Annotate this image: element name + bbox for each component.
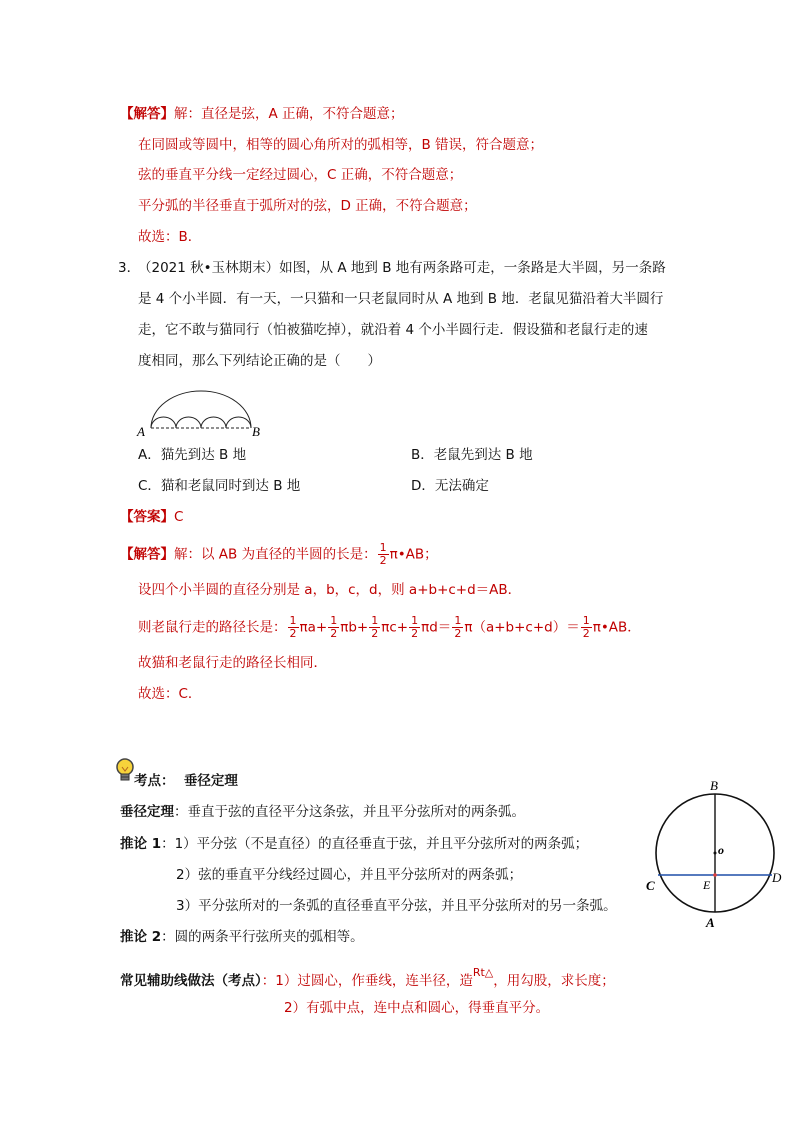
label-a: A — [706, 915, 715, 930]
q3-stem-3: 走，它不敢与猫同行（怕被猫吃掉），就沿着 4 个小半圆行走．假设猫和老鼠行走的速 — [138, 322, 648, 338]
fraction-half: $\frac{1}{2}$ — [330, 614, 338, 640]
fraction-half: $\frac{1}{2}$ — [379, 541, 387, 567]
fraction-half: $\frac{1}{2}$ — [411, 614, 419, 640]
q2-line-2: 在同圆或等圆中，相等的圆心角所对的弧相等，B 错误，符合题意； — [138, 137, 544, 153]
option-d: D．无法确定 — [411, 478, 489, 494]
label-c: C — [646, 878, 655, 893]
label-e: E — [703, 878, 711, 892]
aux-line-2: 2）有弧中点，连中点和圆心，得垂直平分。 — [284, 1000, 550, 1016]
small-semicircle-2 — [176, 417, 201, 428]
corollary-1-line-1: 推论 1：1）平分弦（不是直径）的直径垂直于弦，并且平分弦所对的两条弧； — [120, 836, 589, 852]
label-o: o — [718, 843, 724, 857]
key-point-heading: 考点： 垂径定理 — [134, 773, 238, 789]
q3-answer: 【答案】C — [120, 509, 184, 525]
small-semicircle-1 — [151, 417, 176, 428]
theorem-line: 垂径定理：垂直于弦的直径平分这条弦，并且平分弦所对的两条弧。 — [120, 804, 525, 820]
q2-line-4: 平分弧的半径垂直于弧所对的弦，D 正确，不符合题意； — [138, 198, 477, 214]
point-e — [713, 873, 717, 877]
corollary-1-line-2: 2）弦的垂直平分线经过圆心，并且平分弦所对的两条弧； — [176, 867, 523, 883]
circle-diagram — [640, 775, 790, 935]
q3-stem-1: （2021 秋•玉林期末）如图，从 A 地到 B 地有两条路可走，一条路是大半圆，另一条路 — [138, 260, 666, 276]
fraction-half: $\frac{1}{2}$ — [371, 614, 379, 640]
large-semicircle — [151, 391, 251, 428]
q3-solution-5: 故选：C． — [138, 686, 202, 702]
label-d: D — [772, 870, 782, 885]
lightbulb-icon — [114, 756, 136, 786]
option-a: A．猫先到达 B 地 — [138, 447, 247, 463]
center-point — [714, 852, 717, 855]
q3-solution-1: 【解答】解：以 AB 为直径的半圆的长是： $\frac{1}{2}$ π•AB； — [120, 541, 438, 567]
q3-solution-4: 故猫和老鼠行走的路径长相同． — [138, 655, 327, 671]
q3-solution-2: 设四个小半圆的直径分别是 a，b，c，d，则 a+b+c+d＝AB． — [138, 582, 522, 598]
small-semicircle-4 — [226, 417, 251, 428]
fraction-half: $\frac{1}{2}$ — [454, 614, 462, 640]
small-semicircle-3 — [201, 417, 226, 428]
q3-solution-3: 则老鼠行走的路径长是： $\frac{1}{2}$ πa+ $\frac{1}{2}$ πb+ $\frac{1}{2}$ πc+ $\frac{1}{2}$ πd＝ $\frac{1}{2}$ π（a+b+c+d）＝ $\frac{1}{2}$ π•AB． — [138, 614, 641, 640]
option-c: C．猫和老鼠同时到达 B 地 — [138, 478, 301, 494]
fraction-half: $\frac{1}{2}$ — [289, 614, 297, 640]
semicircle-figure — [134, 380, 268, 440]
q3-stem-2: 是 4 个小半圆．有一天，一只猫和一只老鼠同时从 A 地到 B 地．老鼠见猫沿着大半圆行 — [138, 291, 664, 307]
label-b: B — [710, 778, 718, 793]
corollary-1-line-3: 3）平分弦所对的一条弧的直径垂直平分弦，并且平分弦所对的另一条弧。 — [176, 898, 617, 914]
fraction-half: $\frac{1}{2}$ — [582, 614, 590, 640]
point-a-label: A — [137, 424, 145, 439]
q3-stem-4: 度相同，那么下列结论正确的是（ ） — [138, 353, 381, 369]
point-b-label: B — [252, 424, 260, 439]
aux-line-1: 常见辅助线做法（考点）：1）过圆心，作垂线，连半径，造$^{Rt\triangle}$，用勾股，求长度； — [120, 966, 615, 989]
q2-line-3: 弦的垂直平分线一定经过圆心，C 正确，不符合题意； — [138, 167, 463, 183]
option-b: B．老鼠先到达 B 地 — [411, 447, 533, 463]
q3-number: 3． — [118, 260, 141, 276]
corollary-2-line: 推论 2：圆的两条平行弦所夹的弧相等。 — [120, 929, 364, 945]
q2-line-5: 故选：B． — [138, 229, 202, 245]
q2-line-1: 【解答】解：直径是弦，A 正确，不符合题意； — [120, 106, 404, 122]
